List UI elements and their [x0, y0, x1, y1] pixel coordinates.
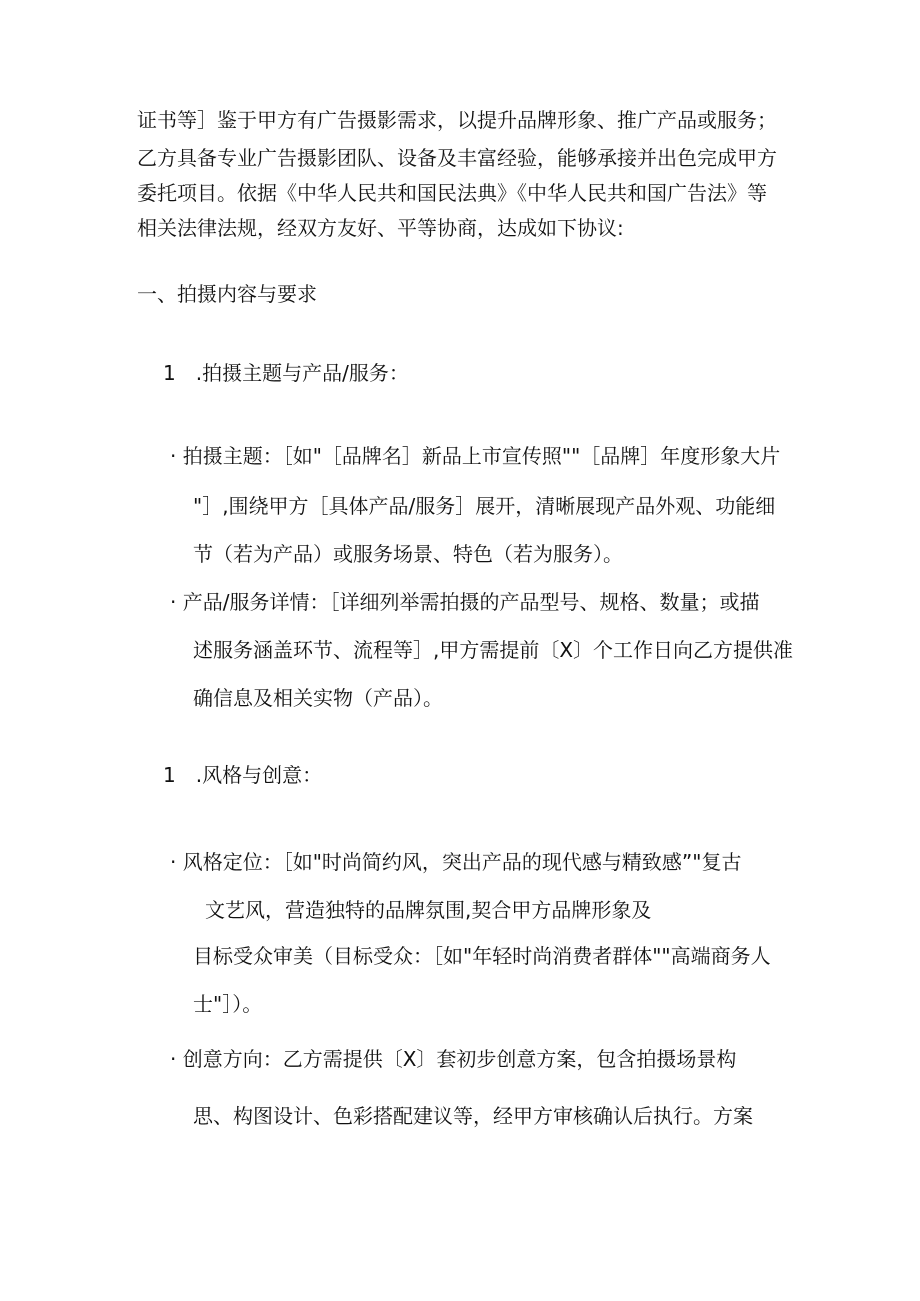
item-title: 1 .风格与创意：: [163, 763, 323, 787]
bullet-line: · 产品/服务详情：［详细列举需拍摄的产品型号、规格、数量；或描: [170, 590, 760, 614]
intro-line: 证书等］鉴于甲方有广告摄影需求，以提升品牌形象、推广产品或服务；: [137, 108, 777, 132]
bullet-line: 思、构图设计、色彩搭配建议等，经甲方审核确认后执行。方案: [193, 1104, 753, 1128]
item-title: 1 .拍摄主题与产品/服务：: [163, 361, 409, 385]
intro-line: 相关法律法规，经双方友好、平等协商，达成如下协议:: [137, 216, 624, 240]
bullet-line: · 创意方向：乙方需提供〔X〕套初步创意方案，包含拍摄场景构: [170, 1047, 737, 1071]
bullet-line: 目标受众审美（目标受众：［如"年轻时尚消费者群体""高端商务人: [193, 944, 771, 968]
bullet-line: 文艺风，营造独特的品牌氛围,契合甲方品牌形象及: [205, 898, 652, 922]
bullet-line: · 风格定位：［如"时尚简约风，突出产品的现代感与精致感”"复古: [170, 850, 742, 874]
intro-line: 委托项目。依据《中华人民共和国民法典》《中华人民共和国广告法》等: [137, 181, 767, 205]
bullet-line: 确信息及相关实物（产品）。: [193, 686, 443, 710]
section-heading: 一、拍摄内容与要求: [137, 282, 317, 306]
bullet-line: 述服务涵盖环节、流程等］,甲方需提前〔X〕个工作日向乙方提供准: [193, 638, 794, 662]
bullet-line: "］,围绕甲方［具体产品/服务］展开，清晰展现产品外观、功能细: [193, 494, 776, 518]
bullet-line: 士"］）。: [193, 992, 263, 1016]
intro-line: 乙方具备专业广告摄影团队、设备及丰富经验，能够承接并出色完成甲方: [137, 146, 777, 170]
bullet-line: 节（若为产品）或服务场景、特色（若为服务）。: [193, 542, 623, 566]
bullet-line: · 拍摄主题：［如"［品牌名］新品上市宣传照""［品牌］年度形象大片: [170, 444, 781, 468]
